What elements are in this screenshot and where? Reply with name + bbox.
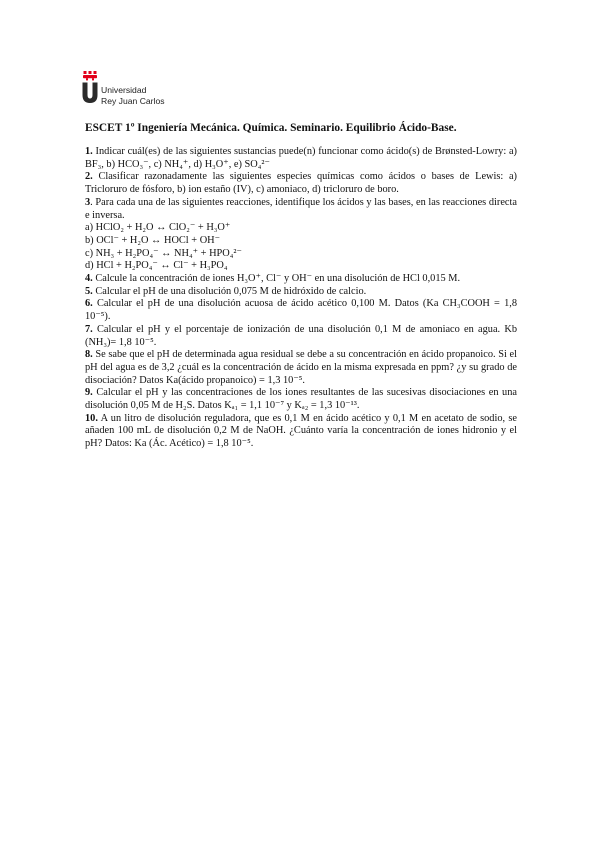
question-10	[85, 413, 517, 451]
question-text: Calcular el pH de una disolución acuosa de ácido acético 0,100 M. Datos (Ka CH₃COOH = 1,8 10⁻⁵).	[85, 298, 517, 323]
reaction-d: d) HCl + H₂PO₄⁻ ↔ Cl⁻ + H₃PO₄	[85, 260, 228, 272]
question-number: 6.	[85, 298, 93, 310]
question-number: 3	[85, 196, 91, 208]
reaction-a: a) HClO₂ + H₂O ↔ ClO₂⁻ + H₃O⁺	[85, 222, 231, 234]
reaction-c: c) NH₃ + H₂PO₄⁻ ↔ NH₄⁺ + HPO₄²⁻	[85, 247, 242, 259]
question-number: 7.	[85, 323, 93, 335]
question-number: 8.	[85, 349, 93, 361]
question-number: 9.	[85, 387, 93, 399]
question-number: 2.	[85, 171, 93, 183]
question-5	[85, 286, 517, 299]
question-number: 1.	[85, 146, 93, 157]
question-7	[85, 324, 517, 349]
question-6	[85, 298, 517, 323]
university-name	[101, 85, 165, 106]
question-4	[85, 273, 517, 286]
university-logo	[80, 70, 190, 110]
question-text: . Para cada una de las siguientes reacciones, identifique los ácidos y las bases, en las reacciones directa e inversa.	[85, 196, 517, 221]
question-list	[85, 146, 517, 451]
question-text: Se sabe que el pH de determinada agua residual se debe a su concentración en ácido propanoico. Si el pH del agua es de 3,2 ¿cuál es la concentración de ácido en la misma expresada en ppm? ¿y su grado de disociación? Datos Ka(ácido propanoico) = 1,3 10⁻⁵.	[85, 349, 517, 386]
reaction-b: b) OCl⁻ + H₂O ↔ HOCl + OH⁻	[85, 234, 221, 246]
question-text: Calcular el pH de una disolución 0,075 M de hidróxido de calcio.	[92, 285, 367, 297]
question-number: 4.	[85, 273, 93, 285]
question-text: A un litro de disolución reguladora, que es 0,1 M en ácido acético y 0,1 M en acetato de sodio, se añaden 100 mL de disolución 0,2 M de NaOH. ¿Cuánto varía la concentración de iones hidronio y el pH? Datos: Ka (Ác. Acético) = 1,8 10⁻⁵.	[85, 412, 517, 450]
page-title: ESCET 1º Ingeniería Mecánica. Química. Seminario. Equilibrio Ácido-Base.	[85, 122, 457, 134]
question-2	[85, 171, 517, 196]
question-text: Indicar cuál(es) de las siguientes sustancias puede(n) funcionar como ácido(s) de Brønsted-Lowry: a) BF₃, b) HCO₃⁻, c) NH₄⁺, d) H₃O⁺, e) SO₄²⁻	[85, 146, 517, 170]
question-3	[85, 197, 517, 222]
question-number: 5.	[85, 285, 93, 297]
question-8	[85, 349, 517, 387]
logo-line-2: Rey Juan Carlos	[101, 95, 165, 106]
urjc-crown-u-icon	[80, 70, 100, 104]
logo-line-1: Universidad	[101, 85, 147, 95]
question-text: Calcule la concentración de iones H₃O⁺, Cl⁻ y OH⁻ en una disolución de HCl 0,015 M.	[92, 273, 461, 285]
question-number: 10.	[85, 412, 98, 424]
question-1	[85, 146, 517, 171]
question-text: Calcular el pH y las concentraciones de los iones resultantes de las sucesivas disociaciones en una disolución 0,05 M de H₂S. Datos Kₐ₁ = 1,1 10⁻⁷ y Kₐ₂ = 1,3 10⁻¹³.	[85, 387, 517, 412]
question-text: Clasificar razonadamente las siguientes especies químicas como ácidos o bases de Lewis: a) Tricloruro de fósforo, b) ion estaño (IV), c) amoniaco, d) tricloruro de boro.	[85, 171, 517, 196]
question-text: Calcular el pH y el porcentaje de ionización de una disolución 0,1 M de amoniaco en agua. Kb (NH₃)= 1,8 10⁻⁵.	[85, 323, 517, 348]
question-9	[85, 387, 517, 412]
